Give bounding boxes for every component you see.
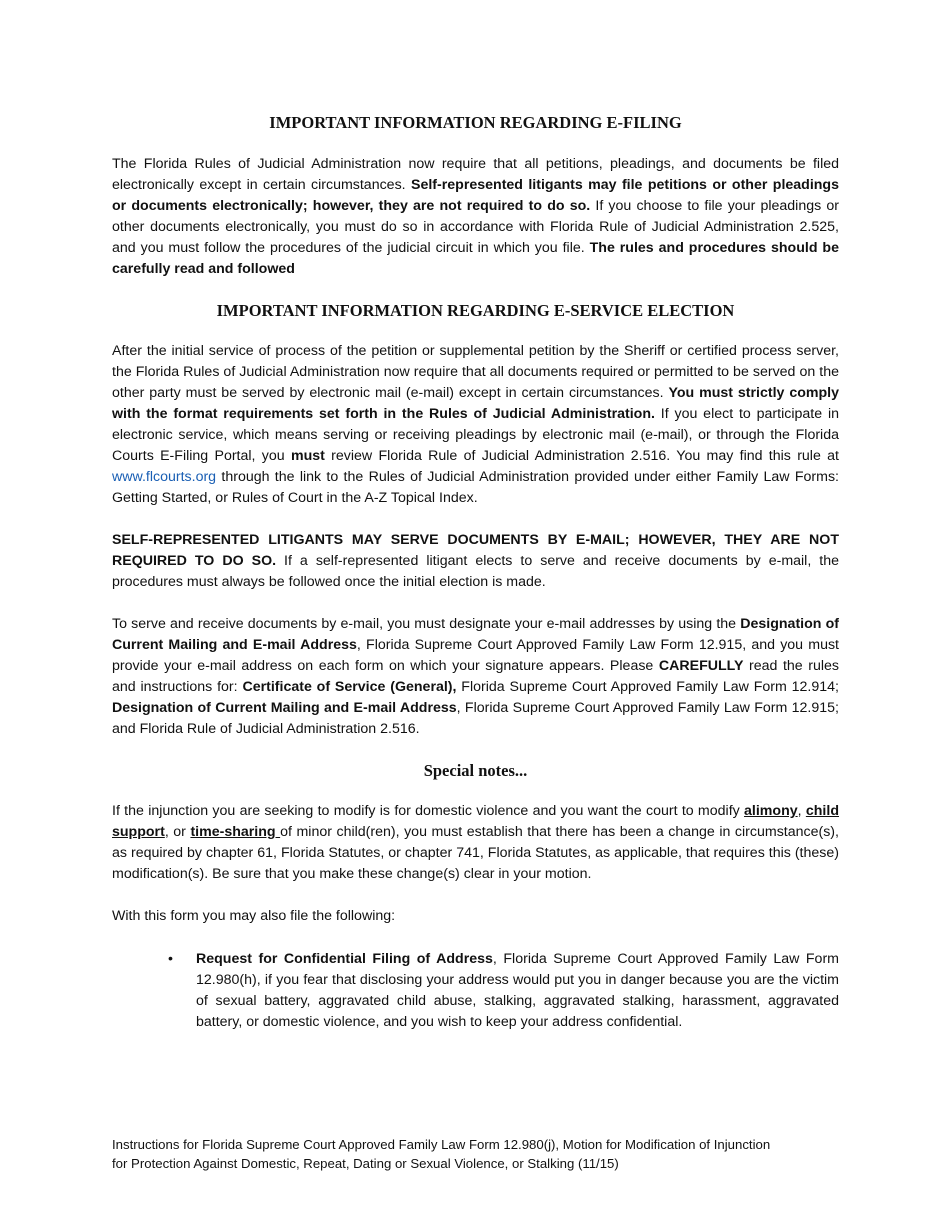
eservice-p3-designation-1: Designation of Current Mailing and E-mail Address	[112, 616, 840, 653]
page-footer	[112, 1135, 839, 1173]
special-paragraph-1	[112, 801, 839, 885]
efiling-paragraph	[112, 154, 839, 280]
eservice-text-must: must	[290, 448, 325, 464]
child-support-term: child support	[112, 803, 839, 840]
eservice-text-p2: If a self-represented litigant elects to serve and receive documents by e-mail, the procedures must always be followed once the initial election is made.	[112, 553, 839, 590]
efiling-text-c: If you choose to file your pleadings or other documents electronically, you must do so in accordance with Florida Rule of Judicial Administration 2.525, and you must follow the procedures of the judicial circuit in which you file.	[112, 198, 839, 256]
eservice-p3-c: , Florida Supreme Court Approved Family Law Form 12.915, and you must provide your e-mail address on each form on which your signature appears. Please	[112, 637, 840, 674]
time-sharing-term: time-sharing	[190, 824, 281, 840]
eservice-paragraph-3	[112, 614, 839, 740]
bullet1-text: , Florida Supreme Court Approved Family Law Form 12.980(h), if you fear that disclosing your address would put you in danger because you are the victim of sexual battery, aggravated child abuse, stalking, aggravated stalking, harassment, aggravated battery, or domestic violence, and you wish to keep your address confidential.	[196, 951, 839, 1030]
special-sep-1: ,	[797, 803, 806, 819]
bullet1-title: Request for Confidential Filing of Address	[196, 951, 493, 967]
special-notes-heading: Special notes...	[423, 761, 528, 780]
eservice-text-f: through the link to the Rules of Judicial Administration provided under either Family Law Forms: Getting Started, or Rules of Court in the A-Z Topical Index.	[112, 469, 839, 506]
eservice-p3-designation-2: Designation of Current Mailing and E-mail Address	[112, 700, 457, 716]
eservice-p3-i: , Florida Supreme Court Approved Family Law Form 12.915; and Florida Rule of Judicial Administration 2.516.	[112, 700, 839, 737]
eservice-text-e: review Florida Rule of Judicial Administration 2.516. You may find this rule at	[324, 448, 839, 464]
efiling-text-bold-1: Self-represented litigants may file petitions or other pleadings or documents electronically; however, they are not required to do so.	[112, 177, 839, 214]
flcourts-link[interactable]: www.flcourts.org	[112, 469, 217, 485]
special-p1-b: of minor child(ren), you must establish that there has been a change in circumstance(s), as required by chapter 61, Florida Statutes, or chapter 741, Florida Statutes, as applicable, that requires this (these) modification(s). Be sure that you make these change(s) clear in your motion.	[112, 824, 839, 882]
eservice-p3-e: read the rules and instructions for:	[112, 658, 839, 695]
eservice-p3-certificate: Certificate of Service (General),	[242, 679, 457, 695]
special-p1-a: If the injunction you are seeking to modify is for domestic violence and you want the court to modify	[112, 803, 745, 819]
efiling-heading: IMPORTANT INFORMATION REGARDING E-FILING	[269, 113, 682, 132]
eservice-caps-notice: SELF-REPRESENTED LITIGANTS MAY SERVE DOCUMENTS BY E-MAIL; HOWEVER, THEY ARE NOT REQUIRED TO DO SO.	[112, 532, 839, 569]
document-page	[112, 112, 839, 1033]
eservice-p3-a: To serve and receive documents by e-mail, you must designate your e-mail addresses by using the	[112, 616, 741, 632]
attachments-list	[112, 949, 839, 1033]
eservice-paragraph-2	[112, 530, 839, 593]
eservice-p3-g: Florida Supreme Court Approved Family Law Form 12.914;	[456, 679, 839, 695]
eservice-heading: IMPORTANT INFORMATION REGARDING E-SERVICE ELECTION	[216, 301, 735, 320]
bullet-icon: •	[168, 951, 173, 967]
footer-line-1: Instructions for Florida Supreme Court Approved Family Law Form 12.980(j), Motion for Modification of Injunction	[112, 1137, 771, 1152]
eservice-text-bold-1: You must strictly comply with the format requirements set forth in the Rules of Judicial Administration.	[112, 385, 839, 422]
special-paragraph-2: With this form you may also file the following:	[112, 908, 396, 924]
efiling-text-bold-2: The rules and procedures should be carefully read and followed	[112, 240, 839, 277]
eservice-text-a: After the initial service of process of the petition or supplemental petition by the Sheriff or certified process server, the Florida Rules of Judicial Administration now require that all documents required or permitted to be served on the other party must be served by electronic mail (e-mail) except in certain circumstances.	[112, 343, 839, 401]
list-item	[112, 949, 839, 1033]
eservice-p3-carefully: CAREFULLY	[658, 658, 744, 674]
eservice-paragraph-1	[112, 341, 839, 509]
efiling-text-a: The Florida Rules of Judicial Administration now require that all petitions, pleadings, and documents be filed electronically except in certain circumstances.	[112, 156, 839, 193]
alimony-term: alimony	[744, 803, 798, 819]
footer-line-2: for Protection Against Domestic, Repeat, Dating or Sexual Violence, or Stalking (11/15)	[112, 1156, 619, 1171]
eservice-text-c: If you elect to participate in electronic service, which means serving or receiving pleadings by electronic mail (e-mail), or through the Florida Courts E-Filing Portal, you	[112, 406, 839, 464]
special-sep-2: , or	[164, 824, 191, 840]
